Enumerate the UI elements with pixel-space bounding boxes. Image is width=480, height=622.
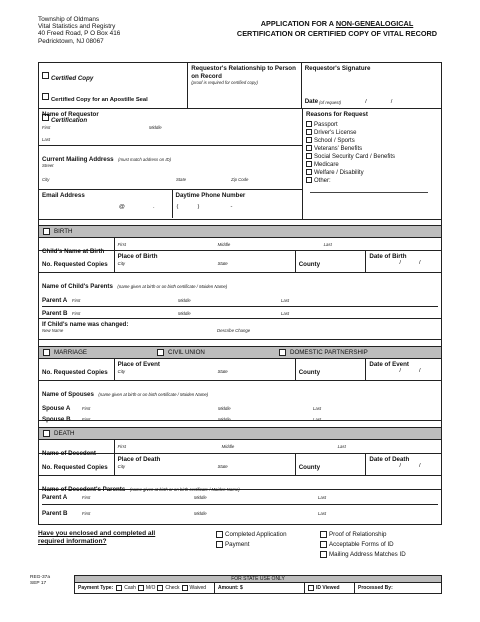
birth-band-title: BIRTH <box>54 228 73 235</box>
name-changed-label: If Child's name was changed: <box>42 321 129 328</box>
check-label: Check <box>165 585 180 591</box>
signature-section[interactable] <box>302 63 441 108</box>
marriage-checkbox[interactable] <box>43 349 50 356</box>
id-viewed-field[interactable] <box>305 583 355 593</box>
marriage-copies-label: No. Requested Copies <box>42 369 108 376</box>
new-name-hint: New Name <box>42 328 64 333</box>
death-county-label: County <box>298 464 321 471</box>
reasons-section <box>303 109 441 219</box>
mailing-matches-checkbox[interactable] <box>320 551 327 558</box>
birth-date-slash-1: / <box>399 260 401 266</box>
title-prefix: APPLICATION FOR A <box>260 19 336 28</box>
requestor-name-section[interactable] <box>39 109 302 146</box>
decedent-parent-a-label: Parent A <box>42 494 68 501</box>
payment-label: Payment <box>225 541 250 548</box>
amount-field[interactable] <box>215 583 305 593</box>
event-date-field[interactable] <box>366 359 441 380</box>
school-sports-checkbox[interactable] <box>306 137 312 143</box>
veterans-benefits-checkbox[interactable] <box>306 145 312 151</box>
decedent-parent-b-middle-hint: Middle <box>194 511 207 516</box>
spouse-a-middle-hint: Middle <box>218 406 231 411</box>
relationship-note: (proof is required for certified copy) <box>191 80 258 85</box>
checklist-column-2 <box>320 530 406 560</box>
form-code: REG-37a <box>30 575 50 580</box>
spouse-b-label: Spouse B <box>42 416 71 423</box>
death-date-field[interactable] <box>366 454 441 475</box>
decedent-parent-b-first-hint: First <box>82 511 91 516</box>
decedent-parent-b-row[interactable] <box>42 510 438 517</box>
welfare-disability-checkbox[interactable] <box>306 169 312 175</box>
form-date: SEP 17 <box>30 580 47 586</box>
phone-dash: - <box>230 204 233 210</box>
email-dot: . <box>153 204 155 210</box>
cash-checkbox[interactable] <box>116 585 122 591</box>
phone-section[interactable] <box>173 190 303 218</box>
signature-label: Requestor's Signature <box>304 65 371 72</box>
event-place-label: Place of Event <box>117 361 160 368</box>
decedent-parents-label: Name of Decedent's Parents <box>42 486 126 493</box>
email-at: @ <box>119 204 125 210</box>
parent-b-row[interactable] <box>42 310 438 317</box>
reason-school-sports: School / Sports <box>314 138 355 144</box>
event-city-hint: City <box>117 369 126 374</box>
event-date-slash-2: / <box>419 368 421 374</box>
decedent-parent-b-label: Parent B <box>42 510 68 517</box>
birth-date-field[interactable] <box>366 251 441 272</box>
parent-a-last-hint: Last <box>281 298 290 303</box>
enclosed-question-line-1: Have you enclosed and completed all <box>38 530 156 537</box>
reason-veterans-benefits: Veterans' Benefits <box>314 146 363 152</box>
civil-union-checkbox[interactable] <box>157 349 164 356</box>
email-label: Email Address <box>42 192 85 199</box>
requestor-name-label: Name of Requestor <box>42 111 99 118</box>
phone-open: ( <box>176 204 179 210</box>
office-address <box>38 16 120 45</box>
child-last-hint: Last <box>323 241 332 247</box>
mailing-address-section[interactable] <box>39 146 302 190</box>
spouse-b-row[interactable] <box>42 416 438 423</box>
decedent-name-row[interactable] <box>39 440 441 457</box>
death-state-hint: State <box>217 464 228 469</box>
death-county-field[interactable] <box>296 454 367 475</box>
enclosed-question <box>38 530 155 546</box>
date-slash-1: / <box>365 99 367 105</box>
spouse-b-middle-hint: Middle <box>218 417 231 422</box>
death-city-hint: City <box>117 464 126 469</box>
org-line-1: Township of Oldmans <box>38 16 100 23</box>
passport-checkbox[interactable] <box>306 121 312 127</box>
org-line-2: Vital Statistics and Registry <box>38 23 116 31</box>
decedent-parents-note: (name given at birth or on birth certificate / Maiden Name) <box>129 487 240 492</box>
spouse-a-last-hint: Last <box>313 406 322 411</box>
child-parents-section <box>39 273 441 318</box>
parent-b-first-hint: First <box>72 311 81 316</box>
social-security-checkbox[interactable] <box>306 153 312 159</box>
marriage-copies-field[interactable] <box>39 359 115 380</box>
parent-b-label: Parent B <box>42 310 68 317</box>
phone-close: ) <box>197 204 200 210</box>
birth-county-label: County <box>298 261 321 268</box>
acceptable-id-label: Acceptable Forms of ID <box>329 541 394 548</box>
reason-welfare-disability: Welfare / Disability <box>314 170 364 176</box>
checklist-column-1 <box>216 530 287 550</box>
decedent-parent-a-row[interactable] <box>42 494 438 505</box>
birth-date-slash-2: / <box>419 260 421 266</box>
state-hint: State <box>176 177 187 182</box>
state-use-header: FOR STATE USE ONLY <box>75 576 441 583</box>
death-place-label: Place of Death <box>117 456 161 463</box>
death-date-slash-1: / <box>399 463 401 469</box>
email-section[interactable] <box>39 190 173 218</box>
other-checkbox[interactable] <box>306 177 312 183</box>
spouses-note: (name given at birth or on birth certificate / Maiden Name) <box>98 392 209 397</box>
child-name-label: Child's Name at Birth <box>42 248 105 255</box>
enclosed-question-line-2: required information? <box>38 538 107 545</box>
date-label: Date <box>304 98 319 105</box>
decedent-parent-a-first-hint: First <box>82 495 91 500</box>
id-viewed-checkbox[interactable] <box>308 585 314 591</box>
form-title <box>232 19 442 39</box>
birth-checkbox[interactable] <box>43 228 50 235</box>
medicare-checkbox[interactable] <box>306 161 312 167</box>
event-state-hint: State <box>217 369 228 374</box>
birth-city-hint: City <box>117 261 126 266</box>
event-county-field[interactable] <box>296 359 367 380</box>
waived-label: Waived <box>189 585 207 591</box>
birth-state-hint: State <box>217 261 228 266</box>
parent-a-first-hint: First <box>72 298 81 303</box>
reason-medicare: Medicare <box>314 162 339 168</box>
child-middle-hint: Middle <box>217 241 231 247</box>
address-label: Current Mailing Address <box>42 156 114 163</box>
reason-other: Other: <box>314 178 331 184</box>
child-first-hint: First <box>117 241 126 247</box>
spouses-section <box>39 381 441 423</box>
amount-label: Amount: $ <box>218 585 243 591</box>
proof-relationship-checkbox[interactable] <box>320 531 327 538</box>
address-note: (must match address on ID) <box>118 157 172 162</box>
form-id <box>30 575 50 586</box>
phone-label: Daytime Phone Number <box>175 192 246 199</box>
death-band-title: DEATH <box>54 430 75 437</box>
birth-county-field[interactable] <box>296 251 367 272</box>
child-parents-note: (name given at birth or on birth certificate / Maiden Name) <box>117 284 228 289</box>
requestor-last-hint: Last <box>42 137 51 142</box>
waived-checkbox[interactable] <box>182 585 188 591</box>
mo-label: M/O <box>145 585 156 591</box>
acceptable-id-checkbox[interactable] <box>320 541 327 548</box>
check-checkbox[interactable] <box>157 585 163 591</box>
birth-copies-field[interactable] <box>39 251 115 272</box>
cash-label: Cash <box>124 585 136 591</box>
payment-checkbox[interactable] <box>216 541 223 548</box>
event-place-field[interactable] <box>115 359 296 380</box>
spouses-label: Name of Spouses <box>42 391 94 398</box>
birth-place-label: Place of Birth <box>117 253 158 260</box>
city-hint: City <box>42 177 50 182</box>
title-underlined: NON-GENEALOGICAL <box>335 19 414 28</box>
requestor-first-hint: First <box>42 125 51 130</box>
death-date-slash-2: / <box>419 463 421 469</box>
domestic-partnership-checkbox[interactable] <box>279 349 286 356</box>
state-use-box <box>74 575 442 594</box>
certified-copy-label: Certified Copy <box>51 75 94 82</box>
death-checkbox[interactable] <box>43 430 50 437</box>
parent-b-middle-hint: Middle <box>178 311 191 316</box>
payment-type-label: Payment Type: <box>78 585 114 591</box>
proof-relationship-label: Proof of Relationship <box>329 531 387 538</box>
completed-application-checkbox[interactable] <box>216 531 223 538</box>
describe-change-hint: Describe Change <box>217 328 251 333</box>
parent-b-last-hint: Last <box>281 311 290 316</box>
decedent-parent-a-last-hint: Last <box>318 495 327 500</box>
death-copies-label: No. Requested Copies <box>42 464 108 471</box>
street-hint: Street <box>42 163 54 168</box>
spouse-b-last-hint: Last <box>313 417 322 422</box>
parent-a-row[interactable] <box>42 297 438 307</box>
certified-copy-checkbox[interactable] <box>42 72 49 79</box>
spouse-a-row[interactable] <box>42 405 438 412</box>
decedent-parents-section <box>39 490 441 524</box>
decedent-first-hint: First <box>117 444 126 449</box>
certification-label: Certification <box>51 117 88 124</box>
reason-passport: Passport <box>314 122 338 128</box>
birth-band <box>39 226 441 238</box>
mo-checkbox[interactable] <box>138 585 144 591</box>
application-form <box>38 62 442 525</box>
event-date-label: Date of Event <box>369 361 409 368</box>
parent-a-label: Parent A <box>42 297 68 304</box>
birth-copies-label: No. Requested Copies <box>42 261 108 268</box>
reason-social-security: Social Security Card / Benefits <box>314 154 396 160</box>
org-line-4: Pedricktown, NJ 08067 <box>38 37 104 45</box>
mailing-matches-label: Mailing Address Matches ID <box>329 551 406 558</box>
birth-place-field[interactable] <box>115 251 296 272</box>
child-parents-label: Name of Child's Parents <box>42 283 113 290</box>
civil-union-band-title: CIVIL UNION <box>168 349 205 356</box>
marriage-band-title: MARRIAGE <box>54 349 88 356</box>
relationship-section[interactable] <box>188 63 301 108</box>
requestor-middle-hint: Middle <box>149 125 162 130</box>
payment-type-field <box>75 583 215 593</box>
apostille-label: Certified Copy for an Apostille Seal <box>51 97 148 103</box>
spouse-a-first-hint: First <box>82 406 91 411</box>
relationship-label: Requestor's Relationship to Person on Record <box>191 65 296 80</box>
drivers-license-checkbox[interactable] <box>306 129 312 135</box>
event-county-label: County <box>298 369 321 376</box>
death-place-field[interactable] <box>115 454 296 475</box>
parent-a-middle-hint: Middle <box>178 298 191 303</box>
marriage-band <box>39 347 441 359</box>
child-name-row[interactable] <box>39 238 441 255</box>
date-note: (of request) <box>319 100 342 105</box>
death-copies-field[interactable] <box>39 454 115 475</box>
decedent-name-label: Name of Decedent <box>42 450 96 457</box>
decedent-parent-b-last-hint: Last <box>318 511 327 516</box>
event-date-slash-1: / <box>399 368 401 374</box>
spouse-b-first-hint: First <box>82 417 91 422</box>
id-viewed-label: ID Viewed <box>316 585 340 591</box>
date-slash-2: / <box>390 99 393 105</box>
spouse-a-label: Spouse A <box>42 405 71 412</box>
domestic-partnership-band-title: DOMESTIC PARTNERSHIP <box>290 349 368 356</box>
reasons-label: Reasons for Request <box>306 111 368 118</box>
decedent-last-hint: Last <box>337 444 346 449</box>
name-changed-row[interactable] <box>39 319 441 340</box>
zip-hint: Zip Code <box>231 177 249 182</box>
decedent-middle-hint: Middle <box>221 444 235 449</box>
death-band <box>39 428 441 440</box>
decedent-parent-a-middle-hint: Middle <box>194 495 207 500</box>
processed-by-field[interactable] <box>355 583 441 593</box>
reason-drivers-license: Driver's License <box>314 130 357 136</box>
birth-date-label: Date of Birth <box>369 253 407 260</box>
decedent-parents-header <box>39 476 441 493</box>
processed-by-label: Processed By: <box>358 585 393 591</box>
other-line[interactable] <box>310 189 428 193</box>
title-line-2: CERTIFICATION OR CERTIFIED COPY OF VITAL RECORD <box>236 29 438 38</box>
death-date-label: Date of Death <box>369 456 410 463</box>
completed-application-label: Completed Application <box>225 531 287 538</box>
apostille-checkbox[interactable] <box>42 93 49 100</box>
org-line-3: 40 Freed Road, P O Box 416 <box>38 30 121 38</box>
